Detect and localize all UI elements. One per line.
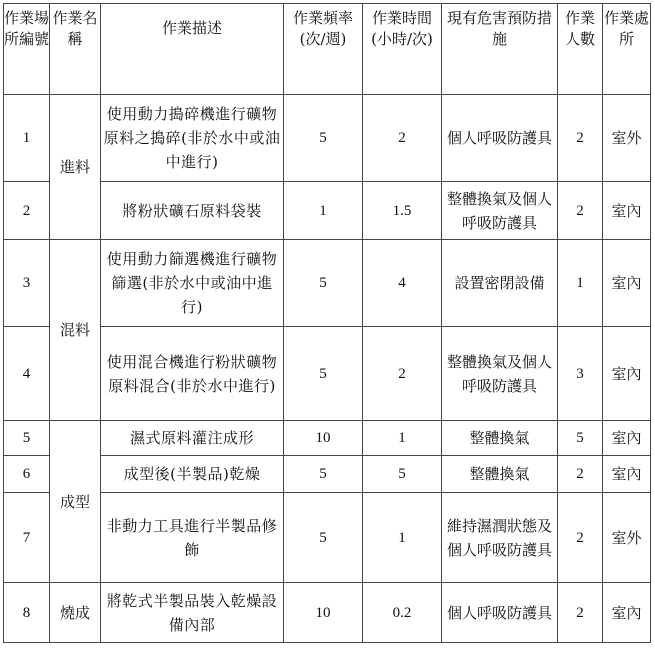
cell-place: 室內	[603, 240, 651, 327]
cell-group: 成型	[50, 421, 101, 583]
cell-freq: 10	[284, 421, 363, 456]
cell-group: 混料	[50, 240, 101, 421]
cell-people: 5	[558, 421, 603, 456]
cell-group: 燒成	[50, 583, 101, 643]
cell-people: 1	[558, 240, 603, 327]
cell-time: 1	[363, 493, 442, 583]
cell-time: 2	[363, 95, 442, 182]
header-people: 作業人數	[558, 4, 603, 95]
table-row	[4, 421, 651, 456]
header-desc: 作業描述	[101, 4, 284, 95]
header-hazard: 現有危害預防措施	[442, 4, 558, 95]
cell-place: 室內	[603, 456, 651, 493]
cell-hazard: 維持濕潤狀態及個人呼吸防護具	[442, 493, 558, 583]
cell-time: 0.2	[363, 583, 442, 643]
cell-time: 1	[363, 421, 442, 456]
cell-desc: 將乾式半製品裝入乾燥設備內部	[101, 583, 284, 643]
cell-people: 2	[558, 182, 603, 240]
cell-desc: 濕式原料灌注成形	[101, 421, 284, 456]
cell-place: 室內	[603, 182, 651, 240]
cell-people: 2	[558, 583, 603, 643]
cell-people: 3	[558, 327, 603, 421]
cell-desc: 非動力工具進行半製品修飾	[101, 493, 284, 583]
table-row	[4, 493, 651, 583]
table-row	[4, 327, 651, 421]
cell-desc: 使用動力篩選機進行礦物篩選(非於水中或油中進行)	[101, 240, 284, 327]
cell-id: 8	[4, 583, 50, 643]
cell-hazard: 個人呼吸防護具	[442, 583, 558, 643]
cell-hazard: 個人呼吸防護具	[442, 95, 558, 182]
cell-id: 6	[4, 456, 50, 493]
cell-time: 2	[363, 327, 442, 421]
cell-desc: 成型後(半製品)乾燥	[101, 456, 284, 493]
table-row	[4, 456, 651, 493]
cell-id: 3	[4, 240, 50, 327]
cell-freq: 5	[284, 327, 363, 421]
header-name: 作業名稱	[50, 4, 101, 95]
cell-people: 2	[558, 493, 603, 583]
cell-id: 7	[4, 493, 50, 583]
cell-freq: 5	[284, 240, 363, 327]
cell-id: 2	[4, 182, 50, 240]
cell-hazard: 整體換氣及個人呼吸防護具	[442, 327, 558, 421]
cell-id: 5	[4, 421, 50, 456]
header-freq: 作業頻率(次/週)	[284, 4, 363, 95]
cell-id: 1	[4, 95, 50, 182]
cell-place: 室內	[603, 421, 651, 456]
header-id: 作業場所編號	[4, 4, 50, 95]
table-row	[4, 583, 651, 643]
cell-hazard: 設置密閉設備	[442, 240, 558, 327]
cell-time: 4	[363, 240, 442, 327]
header-row	[4, 4, 651, 95]
cell-hazard: 整體換氣	[442, 421, 558, 456]
cell-hazard: 整體換氣	[442, 456, 558, 493]
operations-table	[3, 3, 651, 643]
cell-desc: 使用混合機進行粉狀礦物原料混合(非於水中進行)	[101, 327, 284, 421]
cell-time: 1.5	[363, 182, 442, 240]
cell-desc: 使用動力搗碎機進行礦物原料之搗碎(非於水中或油中進行)	[101, 95, 284, 182]
cell-group: 進料	[50, 95, 101, 240]
cell-freq: 5	[284, 95, 363, 182]
cell-freq: 5	[284, 456, 363, 493]
cell-freq: 1	[284, 182, 363, 240]
cell-people: 2	[558, 95, 603, 182]
header-place: 作業處所	[603, 4, 651, 95]
table-row	[4, 95, 651, 182]
cell-place: 室外	[603, 493, 651, 583]
cell-freq: 5	[284, 493, 363, 583]
cell-freq: 10	[284, 583, 363, 643]
table-row	[4, 240, 651, 327]
cell-place: 室內	[603, 327, 651, 421]
cell-desc: 將粉狀礦石原料袋裝	[101, 182, 284, 240]
cell-place: 室內	[603, 583, 651, 643]
cell-people: 2	[558, 456, 603, 493]
header-time: 作業時間(小時/次)	[363, 4, 442, 95]
table-row	[4, 182, 651, 240]
cell-id: 4	[4, 327, 50, 421]
cell-hazard: 整體換氣及個人呼吸防護具	[442, 182, 558, 240]
cell-place: 室外	[603, 95, 651, 182]
cell-time: 5	[363, 456, 442, 493]
